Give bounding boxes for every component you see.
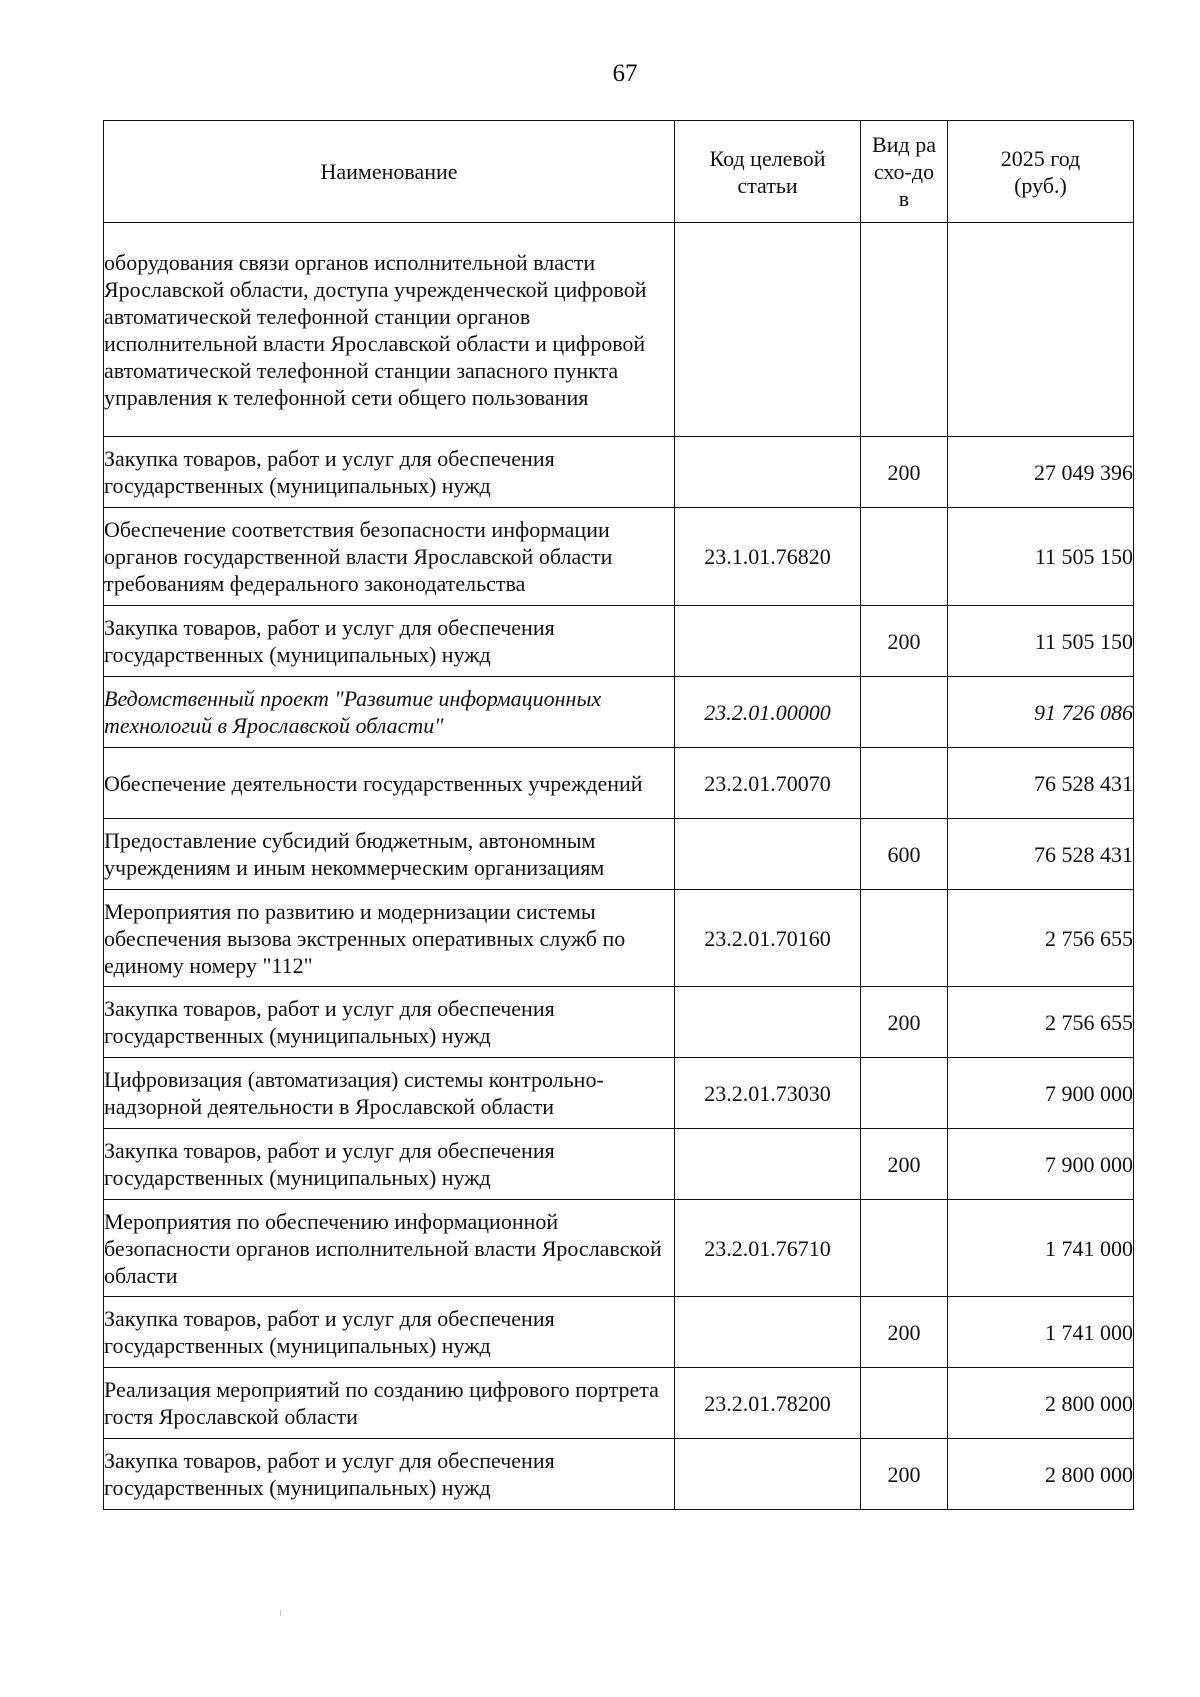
- row-name: Закупка товаров, работ и услуг для обеспечения государственных (муниципальных) нужд: [104, 437, 675, 508]
- row-type: 600: [861, 819, 948, 890]
- row-name: Обеспечение деятельности государственных учреждений: [104, 748, 675, 819]
- row-type: [861, 677, 948, 748]
- row-name: Закупка товаров, работ и услуг для обеспечения государственных (муниципальных) нужд: [104, 987, 675, 1058]
- table-header: [104, 121, 1134, 223]
- row-type: [861, 223, 948, 437]
- row-type: [861, 508, 948, 606]
- row-amount: 7 900 000: [948, 1058, 1134, 1129]
- table-body: [104, 223, 1134, 1510]
- row-type: 200: [861, 437, 948, 508]
- row-amount: 76 528 431: [948, 748, 1134, 819]
- row-amount: 91 726 086: [948, 677, 1134, 748]
- header-type: [861, 121, 948, 223]
- row-amount: 27 049 396: [948, 437, 1134, 508]
- row-name: Закупка товаров, работ и услуг для обеспечения государственных (муниципальных) нужд: [104, 606, 675, 677]
- page-number: 67: [612, 60, 638, 87]
- row-type: [861, 1058, 948, 1129]
- row-type: [861, 890, 948, 987]
- table-row: [104, 1129, 1134, 1200]
- row-code: [675, 1129, 861, 1200]
- header-row: [104, 121, 1134, 223]
- header-type-label: Вид расхо-дов: [872, 132, 936, 211]
- table-row: [104, 987, 1134, 1058]
- row-name: Цифровизация (автоматизация) системы контрольно-надзорной деятельности в Ярославской области: [104, 1058, 675, 1129]
- table-row: [104, 748, 1134, 819]
- row-code: [675, 606, 861, 677]
- row-name: Закупка товаров, работ и услуг для обеспечения государственных (муниципальных) нужд: [104, 1439, 675, 1510]
- row-type: 200: [861, 1129, 948, 1200]
- row-type: 200: [861, 1297, 948, 1368]
- header-amount-label: 2025 год (руб.): [1000, 145, 1081, 198]
- row-code: [675, 437, 861, 508]
- row-name: Закупка товаров, работ и услуг для обеспечения государственных (муниципальных) нужд: [104, 1297, 675, 1368]
- row-type: 200: [861, 606, 948, 677]
- table-row: [104, 677, 1134, 748]
- row-code: [675, 987, 861, 1058]
- table-row: [104, 819, 1134, 890]
- row-amount: 11 505 150: [948, 508, 1134, 606]
- row-code: 23.2.01.78200: [675, 1368, 861, 1439]
- row-code: 23.2.01.70160: [675, 890, 861, 987]
- row-code: 23.2.01.76710: [675, 1200, 861, 1297]
- row-code: [675, 223, 861, 437]
- row-amount: 76 528 431: [948, 819, 1134, 890]
- row-type: 200: [861, 987, 948, 1058]
- row-name: Предоставление субсидий бюджетным, автономным учреждениям и иным некоммерческим организациям: [104, 819, 675, 890]
- table-row: [104, 890, 1134, 987]
- row-code: 23.2.01.70070: [675, 748, 861, 819]
- row-name: Мероприятия по развитию и модернизации системы обеспечения вызова экстренных оперативных служб по единому номеру "112": [104, 890, 675, 987]
- row-name: оборудования связи органов исполнительной власти Ярославской области, доступа учрежденческой цифровой автоматической телефонной станции органов исполнительной власти Ярославской области и цифровой автоматической телефонной станции запасного пункта управления к телефонной сети общего пользования: [104, 223, 675, 437]
- row-amount: 2 800 000: [948, 1368, 1134, 1439]
- table-row: [104, 1439, 1134, 1510]
- row-name: Обеспечение соответствия безопасности информации органов государственной власти Ярославской области требованиям федерального законодательства: [104, 508, 675, 606]
- row-amount: 1 741 000: [948, 1297, 1134, 1368]
- table-row: [104, 1297, 1134, 1368]
- header-name: Наименование: [104, 121, 675, 223]
- row-amount: 1 741 000: [948, 1200, 1134, 1297]
- row-amount: 2 756 655: [948, 890, 1134, 987]
- table-row: [104, 1368, 1134, 1439]
- row-type: 200: [861, 1439, 948, 1510]
- table-row: [104, 223, 1134, 437]
- row-amount: 2 800 000: [948, 1439, 1134, 1510]
- row-code: [675, 819, 861, 890]
- table-row: [104, 606, 1134, 677]
- row-code: [675, 1439, 861, 1510]
- row-amount: 2 756 655: [948, 987, 1134, 1058]
- row-name: Мероприятия по обеспечению информационной безопасности органов исполнительной власти Ярославской области: [104, 1200, 675, 1297]
- row-name: Закупка товаров, работ и услуг для обеспечения государственных (муниципальных) нужд: [104, 1129, 675, 1200]
- row-code: 23.2.01.00000: [675, 677, 861, 748]
- row-code: 23.2.01.73030: [675, 1058, 861, 1129]
- table-row: [104, 508, 1134, 606]
- budget-table: [103, 120, 1134, 1510]
- table-row: [104, 437, 1134, 508]
- header-amount: [948, 121, 1134, 223]
- row-amount: [948, 223, 1134, 437]
- header-code: [675, 121, 861, 223]
- row-code: [675, 1297, 861, 1368]
- row-code: 23.1.01.76820: [675, 508, 861, 606]
- row-amount: 7 900 000: [948, 1129, 1134, 1200]
- scan-artifact: [280, 1610, 281, 1616]
- table-row: [104, 1058, 1134, 1129]
- header-code-label: Код целевой статьи: [709, 145, 826, 198]
- row-name: Реализация мероприятий по созданию цифрового портрета гостя Ярославской области: [104, 1368, 675, 1439]
- row-type: [861, 748, 948, 819]
- table-row: [104, 1200, 1134, 1297]
- row-name: Ведомственный проект "Развитие информационных технологий в Ярославской области": [104, 677, 675, 748]
- row-amount: 11 505 150: [948, 606, 1134, 677]
- row-type: [861, 1200, 948, 1297]
- row-type: [861, 1368, 948, 1439]
